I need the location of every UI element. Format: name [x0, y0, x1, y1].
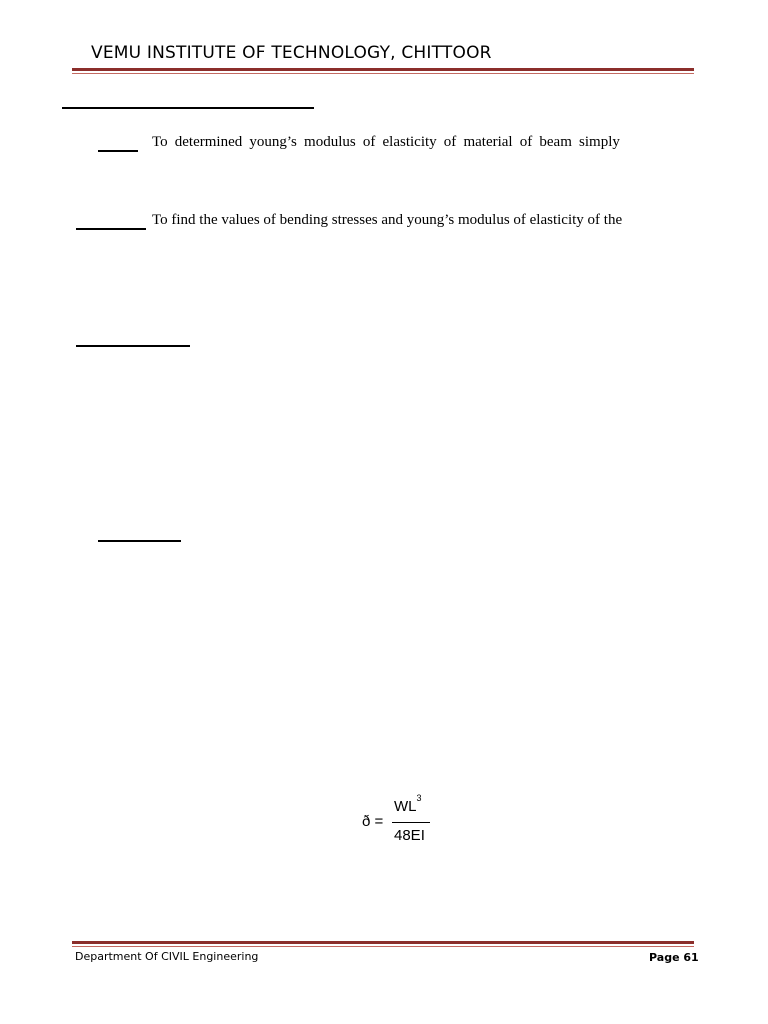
formula-numerator	[394, 793, 422, 815]
formula-exponent: 3	[416, 793, 422, 803]
deflection-formula	[362, 795, 452, 865]
objective-label-underline	[76, 228, 146, 230]
header-rule-thick	[72, 68, 694, 71]
aim-label-underline	[98, 150, 138, 152]
header-rule-thin	[72, 73, 694, 74]
footer-rule-thin	[72, 946, 694, 947]
formula-denominator: 48EI	[394, 827, 425, 844]
institute-title: VEMU INSTITUTE OF TECHNOLOGY, CHITTOOR	[91, 43, 492, 63]
footer-department: Department Of CIVIL Engineering	[75, 950, 259, 963]
formula-numerator-base: WL	[394, 798, 417, 815]
aim-text-line-1: To determined young’s modulus of elasticity of material of beam simply	[152, 134, 620, 150]
section-underline-1	[76, 345, 190, 347]
section-underline-2	[98, 540, 181, 542]
footer-rule-thick	[72, 941, 694, 944]
fraction-bar	[392, 822, 430, 823]
footer-page-number: Page 61	[649, 951, 699, 964]
heading-underline	[62, 107, 314, 109]
formula-lhs: ð =	[362, 813, 384, 830]
aim-text-line-2: To find the values of bending stresses and young’s modulus of elasticity of the	[152, 212, 623, 228]
